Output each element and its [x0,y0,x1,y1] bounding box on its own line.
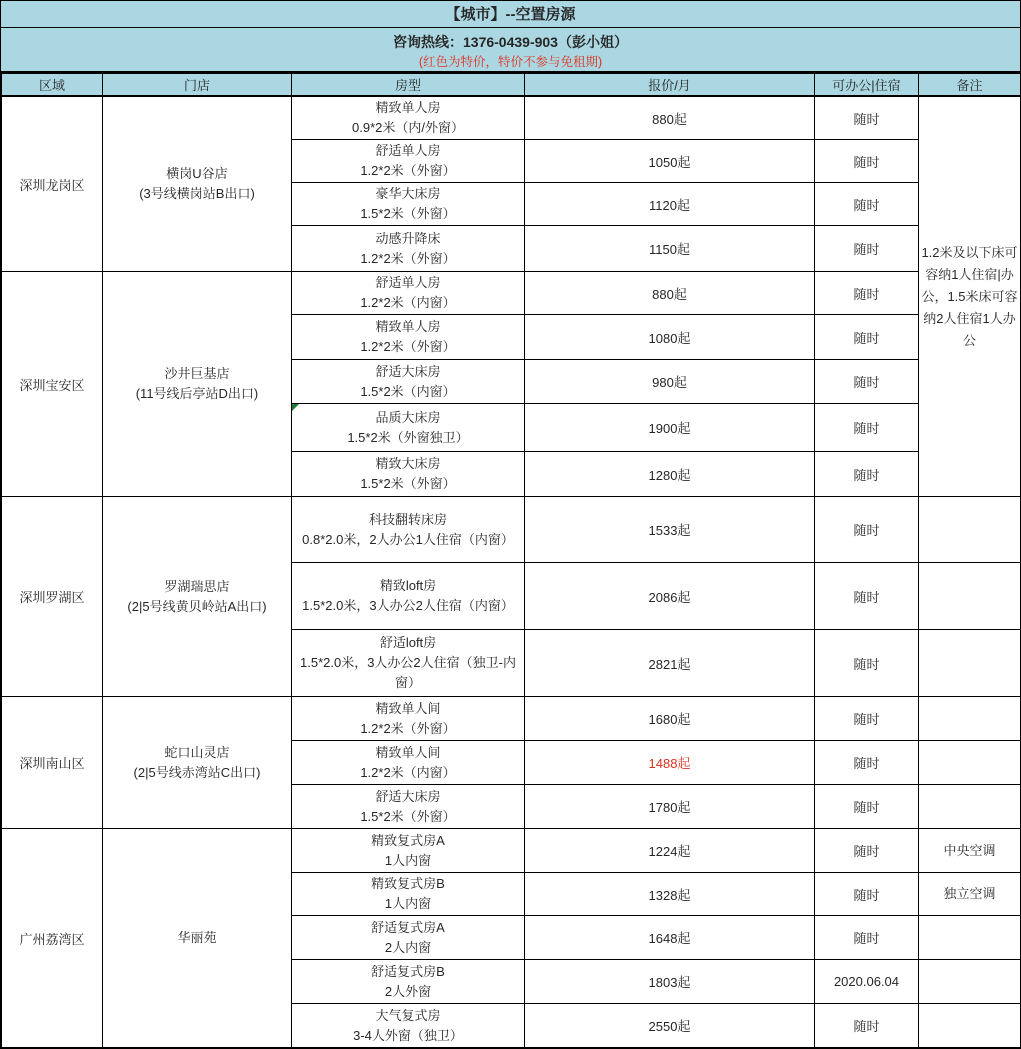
price-cell: 1150起 [525,226,815,272]
price-cell: 1488起 [525,741,815,785]
header-row [2,74,1021,97]
availability-cell: 随时 [815,360,919,404]
room-type-cell [292,226,525,272]
room-name: 精致loft房 [379,578,437,593]
room-spec: 1.5*2.0米，3人办公2人住宿（独卫-内窗） [300,655,516,690]
remark-cell [919,1004,1021,1048]
availability-cell: 随时 [815,272,919,315]
room-spec: 1.5*2米（内窗） [360,383,456,399]
room-spec: 1人内窗 [384,896,432,911]
room-type-cell [292,1004,525,1048]
room-type-cell [292,96,525,140]
region-cell: 深圳宝安区 [2,272,103,497]
page-title: 【城市】--空置房源 [1,1,1020,28]
price-cell: 1280起 [525,452,815,497]
room-name: 大气复式房 [375,1007,441,1023]
availability-cell: 随时 [815,1004,919,1048]
region-cell: 深圳龙岗区 [2,96,103,272]
room-name: 舒适单人房 [375,143,441,158]
special-price-note: (红色为特价，特价不参与免租期) [418,55,603,69]
room-type-cell [292,741,525,785]
store-cell [103,497,292,697]
remark-cell: 独立空调 [919,873,1021,916]
availability-cell: 随时 [815,315,919,360]
price-cell: 1050起 [525,140,815,183]
room-spec: 1.2*2米（外窗） [360,339,456,354]
listings-table [1,73,1021,1048]
listing-row [2,272,1021,315]
room-spec: 3-4人外窗（独卫） [353,1027,463,1043]
remark-cell [919,785,1021,829]
availability-cell: 随时 [815,630,919,697]
room-spec: 1.2*2米（内窗） [360,295,456,310]
remark-cell [919,960,1021,1004]
price-cell: 1120起 [525,183,815,226]
region-cell: 深圳南山区 [2,697,103,829]
col-header-price: 报价/月 [525,74,815,97]
room-type-cell [292,829,525,873]
room-spec: 0.9*2米（内/外窗） [352,120,464,135]
availability-cell: 2020.06.04 [815,960,919,1004]
store-line: (3号线横岗站B出口) [139,186,255,201]
room-spec: 1人内窗 [384,852,432,868]
price-cell: 880起 [525,96,815,140]
availability-cell: 随时 [815,140,919,183]
col-header-region: 区域 [2,74,103,97]
room-type-cell [292,183,525,226]
room-name: 舒适复式房A [371,919,445,935]
remark-cell [919,497,1021,563]
listing-row [2,497,1021,563]
remark-cell [919,916,1021,960]
availability-cell: 随时 [815,497,919,563]
price-cell: 1680起 [525,697,815,741]
availability-cell: 随时 [815,226,919,272]
price-cell: 1328起 [525,873,815,916]
availability-cell: 随时 [815,829,919,873]
remark-cell [919,563,1021,630]
room-name: 舒适大床房 [375,788,441,804]
room-name: 舒适loft房 [379,635,437,650]
store-line: 华丽苑 [177,930,217,945]
room-type-cell [292,916,525,960]
region-cell: 深圳罗湖区 [2,497,103,697]
room-type-cell [292,697,525,741]
price-cell: 2550起 [525,1004,815,1048]
store-line: (11号线后亭站D出口) [135,386,259,401]
table-body [2,96,1021,1048]
remark-cell [919,697,1021,741]
room-spec: 1.5*2米（外窗独卫） [347,429,469,445]
hotline-text: 咨询热线：1376-0439-903（彭小姐） [393,34,628,50]
price-cell: 2821起 [525,630,815,697]
listing-row [2,829,1021,873]
room-name: 精致单人间 [375,700,441,716]
store-line: (2|5号线黄贝岭站A出口) [127,598,267,614]
room-type-cell [292,452,525,497]
room-type-cell [292,497,525,563]
info-band [1,28,1020,73]
room-type-cell [292,960,525,1004]
col-header-room-type: 房型 [292,74,525,97]
room-spec: 1.2*2米（外窗） [360,250,456,266]
availability-cell: 随时 [815,785,919,829]
room-type-cell [292,272,525,315]
room-type-cell [292,630,525,697]
remark-merged-cell: 1.2米及以下床可容纳1人住宿|办公，1.5米床可容纳2人住宿1人办公 [919,96,1021,497]
room-spec: 1.5*2米（外窗） [360,476,456,491]
room-name: 舒适大床房 [375,363,441,379]
room-spec: 2人外窗 [384,983,432,999]
room-name: 精致复式房A [371,832,445,848]
availability-cell: 随时 [815,452,919,497]
store-line: 横岗U谷店 [166,166,228,181]
remark-cell [919,630,1021,697]
room-spec: 1.5*2.0米，3人办公2人住宿（内窗） [302,598,514,613]
availability-cell: 随时 [815,96,919,140]
room-type-cell [292,404,525,452]
col-header-store: 门店 [103,74,292,97]
room-name: 精致单人间 [375,744,441,760]
room-spec: 1.2*2米（内窗） [360,764,456,780]
room-spec: 1.5*2米（外窗） [360,206,456,221]
room-name: 精致复式房B [371,876,445,891]
store-cell [103,272,292,497]
availability-cell: 随时 [815,563,919,630]
room-name: 豪华大床房 [375,186,441,201]
room-name: 舒适单人房 [375,275,441,290]
room-name: 舒适复式房B [371,963,445,979]
room-spec: 2人内窗 [384,939,432,955]
col-header-remark: 备注 [919,74,1021,97]
listing-row [2,96,1021,140]
availability-cell: 随时 [815,697,919,741]
store-line: 蛇口山灵店 [164,744,230,760]
room-type-cell [292,315,525,360]
store-line: (2|5号线赤湾站C出口) [133,764,261,780]
room-type-cell [292,563,525,630]
availability-cell: 随时 [815,916,919,960]
remark-cell: 中央空调 [919,829,1021,873]
price-cell: 1900起 [525,404,815,452]
room-type-cell [292,140,525,183]
room-name: 精致单人房 [375,319,441,334]
col-header-availability: 可办公|住宿 [815,74,919,97]
room-name: 动感升降床 [375,230,441,246]
region-cell: 广州荔湾区 [2,829,103,1048]
price-cell: 1780起 [525,785,815,829]
price-cell: 1648起 [525,916,815,960]
room-spec: 1.5*2米（外窗） [360,808,456,824]
price-cell: 880起 [525,272,815,315]
price-cell: 1803起 [525,960,815,1004]
store-line: 沙井巨基店 [164,366,230,381]
availability-cell: 随时 [815,183,919,226]
price-cell: 1080起 [525,315,815,360]
availability-cell: 随时 [815,741,919,785]
store-cell [103,829,292,1048]
price-cell: 1533起 [525,497,815,563]
store-line: 罗湖瑞思店 [164,578,230,594]
room-type-cell [292,360,525,404]
room-type-cell [292,873,525,916]
store-cell [103,697,292,829]
room-name: 品质大床房 [375,409,441,425]
room-name: 精致单人房 [375,100,441,115]
remark-cell [919,741,1021,785]
price-cell: 980起 [525,360,815,404]
room-spec: 1.2*2米（外窗） [360,163,456,178]
room-name: 科技翻转床房 [368,511,447,527]
room-spec: 0.8*2.0米，2人办公1人住宿（内窗） [302,531,514,547]
availability-cell: 随时 [815,404,919,452]
availability-cell: 随时 [815,873,919,916]
listing-row [2,697,1021,741]
store-cell [103,96,292,272]
room-type-cell [292,785,525,829]
price-cell: 2086起 [525,563,815,630]
room-spec: 1.2*2米（外窗） [360,720,456,736]
price-cell: 1224起 [525,829,815,873]
room-name: 精致大床房 [375,456,441,471]
